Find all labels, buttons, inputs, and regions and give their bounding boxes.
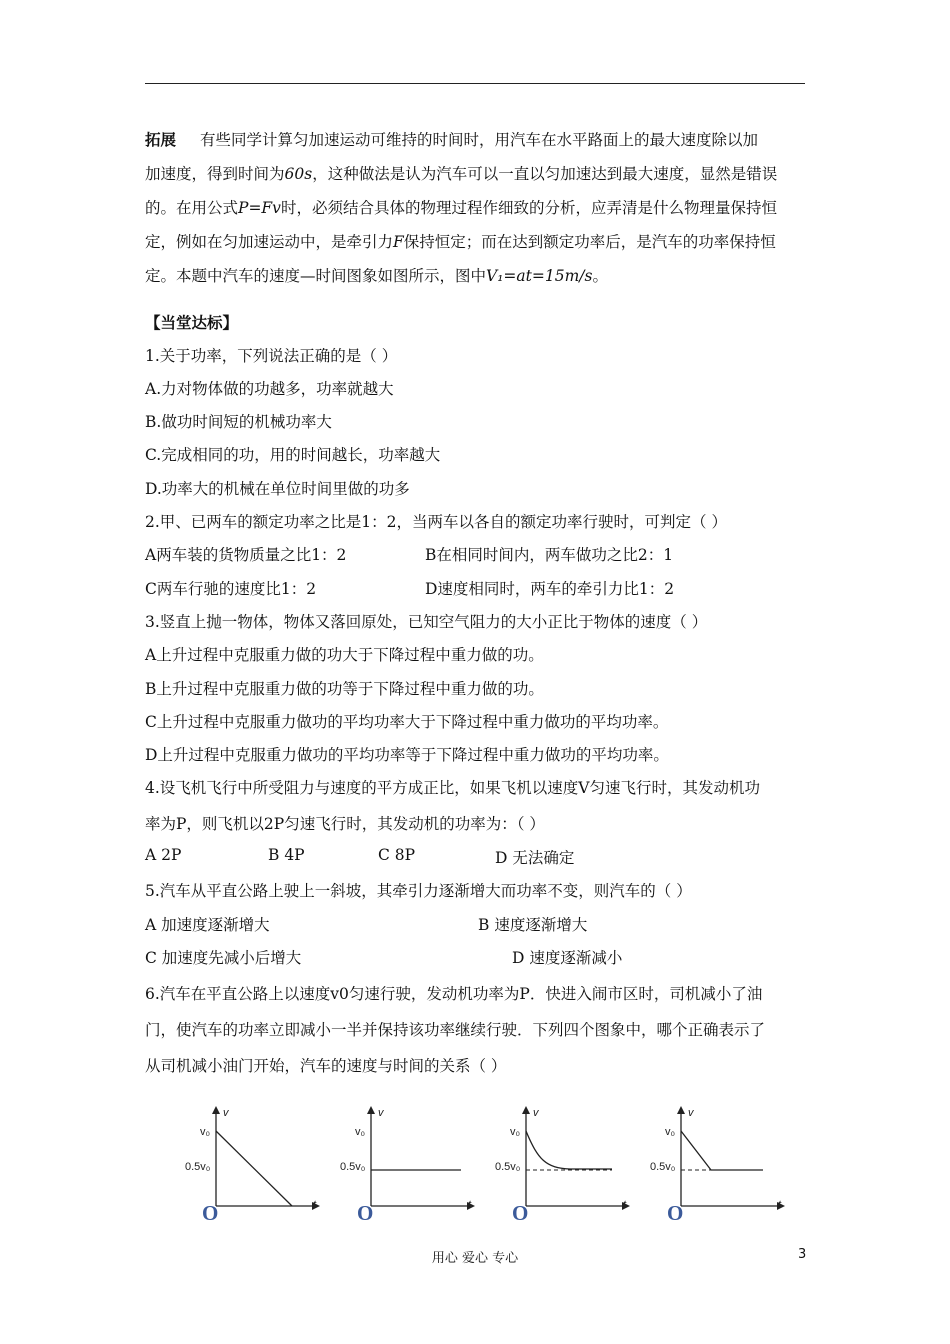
t-axis-label: t: [778, 1199, 782, 1211]
origin-label: O: [202, 1201, 219, 1225]
ext-line-1: 拓展 有些同学计算匀加速运动可维持的时间时，用汽车在水平路面上的最大速度除以加: [145, 130, 759, 149]
v0-label: v₀: [355, 1126, 366, 1138]
q5-option-d: D 速度逐渐减小: [512, 949, 623, 967]
graph-b: [335, 1100, 485, 1230]
q5-option-b: B 速度逐渐增大: [478, 916, 588, 934]
t-axis-label: t: [313, 1199, 317, 1211]
v0-label: v₀: [200, 1126, 211, 1138]
v-axis-label: v: [378, 1107, 384, 1119]
q3-option-c: C上升过程中克服重力做功的平均功率大于下降过程中重力做功的平均功率。: [145, 713, 669, 731]
q3-option-a: A上升过程中克服重力做的功大于下降过程中重力做的功。: [145, 646, 544, 664]
q2-stem: 2.甲、已两车的额定功率之比是1：2，当两车以各自的额定功率行驶时，可判定（ ）: [145, 513, 727, 531]
q4-option-b: B 4P: [268, 846, 305, 864]
half-v0-label: 0.5v₀: [495, 1161, 521, 1173]
q4-option-a: A 2P: [145, 846, 182, 864]
q1-stem: 1.关于功率，下列说法正确的是（ ）: [145, 347, 398, 365]
v-axis-arrow: [522, 1106, 530, 1114]
v-axis-arrow: [367, 1106, 375, 1114]
half-v0-label: 0.5v₀: [185, 1161, 211, 1173]
half-v0-label: 0.5v₀: [650, 1161, 676, 1173]
t-axis-label: t: [468, 1199, 472, 1211]
v0-label: v₀: [510, 1126, 521, 1138]
t-axis-label: t: [623, 1199, 627, 1211]
page-footer: 用心 爱心 专心: [431, 1251, 519, 1266]
q2-option-a: A两车装的货物质量之比1：2: [145, 546, 347, 564]
q2-option-d: D速度相同时，两车的牵引力比1：2: [425, 580, 675, 598]
velocity-curve: [526, 1131, 612, 1169]
q2-option-c: C两车行驰的速度比1：2: [145, 580, 317, 598]
ext-line-5: 定。本题中汽车的速度—时间图象如图所示，图中V₁=at=15m/s。: [145, 267, 608, 285]
ext-line-4: 定，例如在匀加速运动中，是牵引力F保持恒定；而在达到额定功率后，是汽车的功率保持恒: [145, 233, 776, 251]
q2-option-b: B在相同时间内，两车做功之比2：1: [425, 546, 674, 564]
q4-stem-line-2: 率为P，则飞机以2P匀速飞行时，其发动机的功率为：（ ）: [145, 815, 545, 833]
page-number: 3: [798, 1247, 807, 1262]
q6-stem-line-3: 从司机减小油门开始，汽车的速度与时间的关系（ ）: [145, 1057, 507, 1075]
velocity-curve: [681, 1131, 763, 1170]
q6-stem-line-1: 6.汽车在平直公路上以速度v0匀速行驶，发动机功率为P．快进入闹市区时，司机减小了油: [145, 985, 763, 1003]
q4-stem-line-1: 4.设飞机飞行中所受阻力与速度的平方成正比，如果飞机以速度V匀速飞行时，其发动机功: [145, 779, 760, 797]
q1-option-d: D.功率大的机械在单位时间里做的功多: [145, 480, 410, 498]
q3-stem: 3.竖直上抛一物体，物体又落回原处，已知空气阻力的大小正比于物体的速度（ ）: [145, 613, 708, 631]
q4-option-d: D 无法确定: [495, 849, 575, 867]
q1-option-c: C.完成相同的功，用的时间越长，功率越大: [145, 446, 441, 464]
q6-stem-line-2: 门，使汽车的功率立即减小一半并保持该功率继续行驶．下列四个图象中，哪个正确表示了: [145, 1021, 766, 1039]
ext-label: 拓展: [145, 130, 177, 149]
q1-option-b: B.做功时间短的机械功率大: [145, 413, 332, 431]
v-axis-label: v: [688, 1107, 694, 1119]
half-v0-label: 0.5v₀: [340, 1161, 366, 1173]
graph-c: [490, 1100, 640, 1230]
origin-label: O: [512, 1201, 529, 1225]
q5-stem: 5.汽车从平直公路上驶上一斜坡，其牵引力逐渐增大而功率不变，则汽车的（ ）: [145, 882, 692, 900]
origin-label: O: [667, 1201, 684, 1225]
v-axis-label: v: [223, 1107, 229, 1119]
v-axis-label: v: [533, 1107, 539, 1119]
q4-option-c: C 8P: [378, 846, 416, 864]
q3-option-d: D上升过程中克服重力做功的平均功率等于下降过程中重力做功的平均功率。: [145, 746, 669, 764]
ext-line-3: 的。在用公式P=Fv时，必须结合具体的物理过程作细致的分析，应弄清是什么物理量保持恒: [145, 199, 777, 217]
q1-option-a: A.力对物体做的功越多，功率就越大: [145, 380, 394, 398]
v-axis-arrow: [677, 1106, 685, 1114]
velocity-curve: [216, 1131, 292, 1206]
header-rule: [145, 83, 805, 84]
v-axis-arrow: [212, 1106, 220, 1114]
graph-d-svg: [645, 1100, 795, 1230]
origin-label: O: [357, 1201, 374, 1225]
ext-line-2: 加速度，得到时间为60s，这种做法是认为汽车可以一直以匀加速达到最大速度，显然是错误: [145, 165, 778, 183]
graph-c-svg: [490, 1100, 640, 1230]
graph-a: [180, 1100, 330, 1230]
q5-option-c: C 加速度先减小后增大: [145, 949, 302, 967]
graph-a-svg: [180, 1100, 330, 1230]
graph-b-svg: [335, 1100, 485, 1230]
q5-option-a: A 加速度逐渐增大: [145, 916, 270, 934]
section-heading: 【当堂达标】: [145, 313, 239, 332]
graph-d: [645, 1100, 795, 1230]
q3-option-b: B上升过程中克服重力做的功等于下降过程中重力做的功。: [145, 680, 544, 698]
v0-label: v₀: [665, 1126, 676, 1138]
